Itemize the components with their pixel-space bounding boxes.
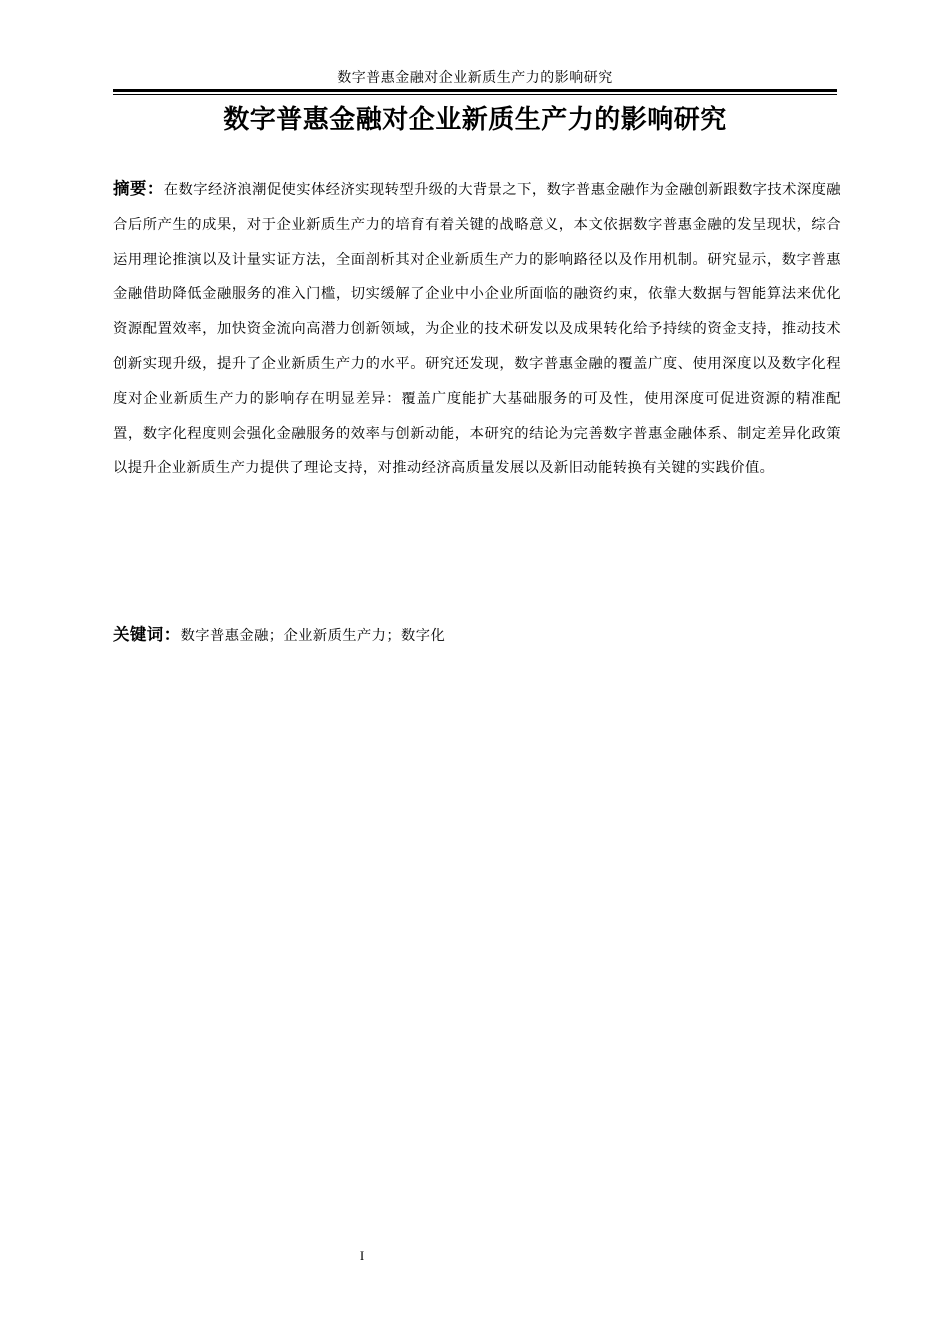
abstract-paragraph: [113, 172, 841, 486]
running-header: 数字普惠金融对企业新质生产力的影响研究: [337, 70, 613, 86]
keywords-line: [113, 620, 837, 651]
abstract-text: 在数字经济浪潮促使实体经济实现转型升级的大背景之下，数字普惠金融作为金融创新跟数字技术深度融合后所产生的成果，对于企业新质生产力的培育有着关键的战略意义，本文依据数字普惠金融的发呈现状，综合运用理论推演以及计量实证方法，全面剖析其对企业新质生产力的影响路径以及作用机制。研究显示，数字普惠金融借助降低金融服务的准入门槛，切实缓解了企业中小企业所面临的融资约束，依靠大数据与智能算法来优化资源配置效率，加快资金流向高潜力创新领域，为企业的技术研发以及成果转化给予持续的资金支持，推动技术创新实现升级，提升了企业新质生产力的水平。研究还发现，数字普惠金融的覆盖广度、使用深度以及数字化程度对企业新质生产力的影响存在明显差异：覆盖广度能扩大基础服务的可及性，使用深度可促进资源的精准配置，数字化程度则会强化金融服务的效率与创新动能，本研究的结论为完善数字普惠金融体系、制定差异化政策以提升企业新质生产力提供了理论支持，对推动经济高质量发展以及新旧动能转换有关键的实践价值。: [113, 182, 841, 477]
keywords-text: 数字普惠金融；企业新质生产力；数字化: [180, 628, 446, 644]
header-rule-thin: [113, 94, 837, 95]
keywords-label: 关键词：: [113, 625, 181, 644]
page-number: I: [359, 1248, 365, 1263]
document-title: 数字普惠金融对企业新质生产力的影响研究: [223, 105, 727, 135]
abstract-label: 摘要：: [113, 179, 164, 198]
header-rule-thick: [113, 89, 837, 92]
